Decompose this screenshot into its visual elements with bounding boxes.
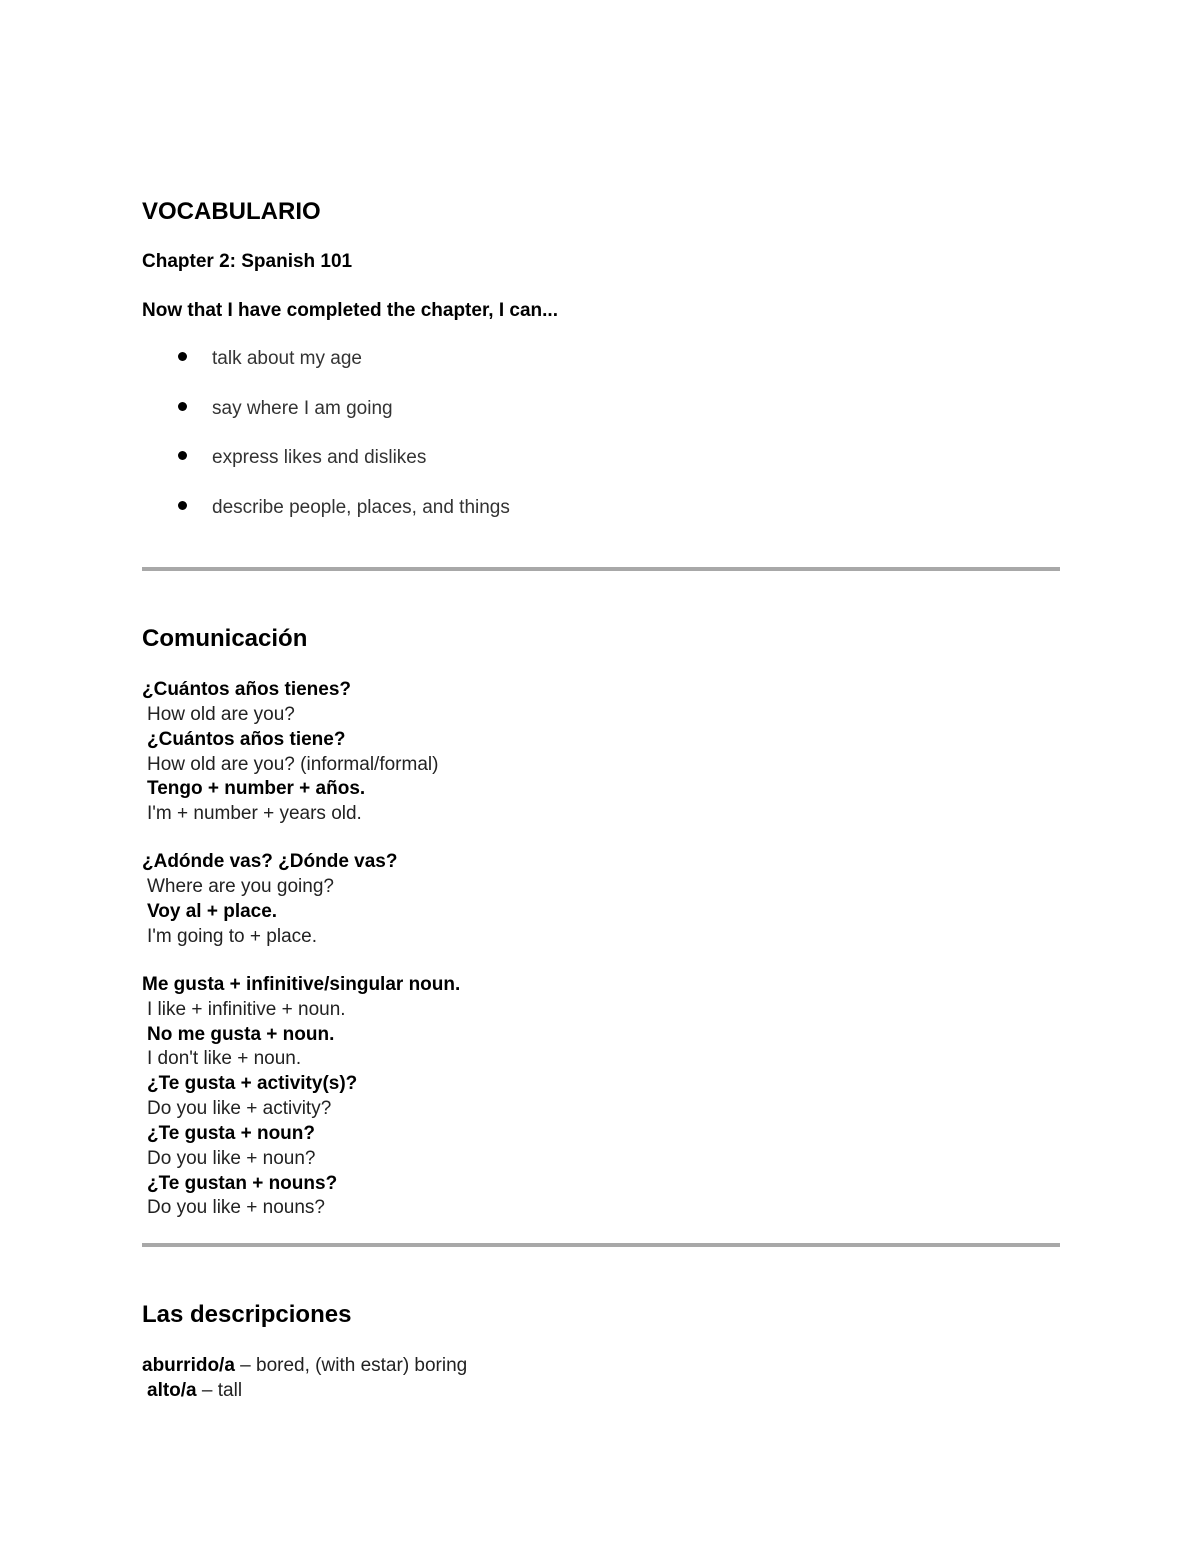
vocab-entry <box>142 1355 467 1377</box>
translation: Do you like + noun? <box>147 1148 316 1169</box>
section-heading-comunicacion: Comunicación <box>142 625 308 652</box>
phrase: Voy al + place. <box>147 901 278 922</box>
goal-text: describe people, places, and things <box>212 497 510 518</box>
section-divider <box>142 1243 1060 1247</box>
translation: I don't like + noun. <box>147 1048 302 1069</box>
phrase: ¿Cuántos años tienes? <box>142 679 352 700</box>
translation: Do you like + nouns? <box>147 1197 325 1218</box>
translation: I like + infinitive + noun. <box>147 999 346 1020</box>
list-item <box>178 447 426 469</box>
vocab-term: aburrido/a <box>142 1355 235 1376</box>
vocab-entry <box>147 1380 242 1402</box>
phrase: Tengo + number + años. <box>147 778 366 799</box>
section-divider <box>142 567 1060 571</box>
phrase: ¿Adónde vas? ¿Dónde vas? <box>142 851 398 872</box>
phrase: ¿Te gusta + activity(s)? <box>147 1073 358 1094</box>
phrase: ¿Cuántos años tiene? <box>147 729 346 750</box>
list-item <box>178 497 510 519</box>
phrase: ¿Te gusta + noun? <box>147 1123 316 1144</box>
section-heading-descripciones: Las descripciones <box>142 1301 352 1328</box>
goal-text: talk about my age <box>212 348 362 369</box>
phrase: ¿Te gustan + nouns? <box>147 1173 338 1194</box>
list-item <box>178 348 362 370</box>
intro-text: Now that I have completed the chapter, I can... <box>142 300 558 321</box>
phrase: No me gusta + noun. <box>147 1024 335 1045</box>
translation: How old are you? (informal/formal) <box>147 754 439 775</box>
bullet-icon <box>178 451 187 460</box>
phrase: Me gusta + infinitive/singular noun. <box>142 974 461 995</box>
goal-text: say where I am going <box>212 398 393 419</box>
goal-text: express likes and dislikes <box>212 447 427 468</box>
vocab-term: alto/a <box>147 1380 197 1401</box>
chapter-subtitle: Chapter 2: Spanish 101 <box>142 251 353 272</box>
list-item <box>178 398 393 420</box>
translation: I'm + number + years old. <box>147 803 362 824</box>
bullet-icon <box>178 501 187 510</box>
translation: Do you like + activity? <box>147 1098 332 1119</box>
translation: Where are you going? <box>147 876 334 897</box>
bullet-icon <box>178 402 187 411</box>
translation: How old are you? <box>147 704 295 725</box>
page-title: VOCABULARIO <box>142 198 321 225</box>
bullet-icon <box>178 352 187 361</box>
translation: I'm going to + place. <box>147 926 317 947</box>
vocab-definition: – bored, (with estar) boring <box>234 1355 468 1376</box>
vocab-definition: – tall <box>196 1380 243 1401</box>
